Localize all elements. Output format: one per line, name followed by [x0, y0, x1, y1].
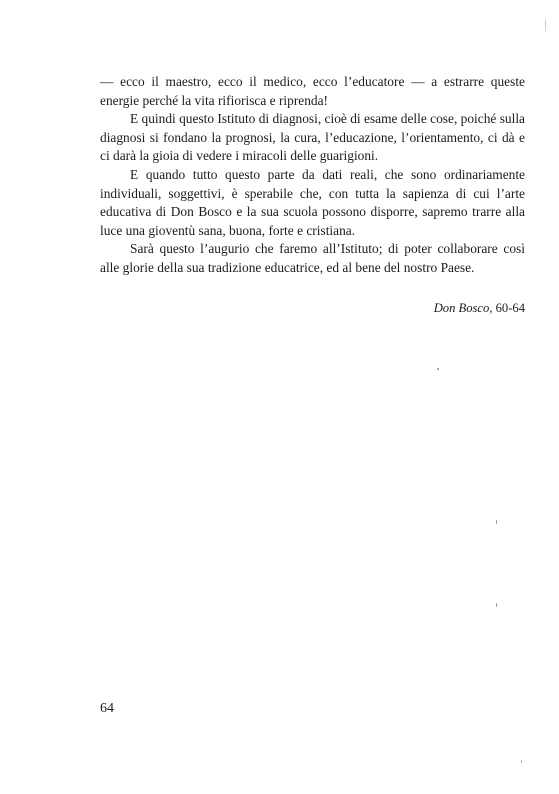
source-pages: , 60-64 — [489, 301, 525, 315]
scan-speck — [437, 368, 439, 370]
paragraph-3: E quando tutto questo parte da dati reali, che sono ordinariamente individuali, soggettivi, è sperabile che, con tutta la sapienza di cui l’arte educativa di Don Bosco e la sua scuola possono disporre, sapremo trarre alla luce una gioventù sana, buona, forte e cristiana. — [100, 166, 525, 238]
scan-speck — [496, 603, 497, 607]
page-number: 64 — [100, 701, 114, 716]
paragraph-2: E quindi questo Istituto di diagnosi, cioè di esame delle cose, poiché sulla diagnosi si fondano la prognosi, la cura, l’educazione, l’orientamento, ci dà e ci darà la gioia di vedere i miracoli delle guarigioni. — [100, 111, 525, 164]
paragraph-4: Sarà questo l’augurio che faremo all’Istituto; di poter collaborare così alle glorie della sua tradizione educatrice, ed al bene del nostro Paese. — [100, 241, 525, 275]
scan-speck — [496, 520, 497, 524]
source-author: Don Bosco — [433, 301, 490, 315]
body-text — [100, 73, 525, 278]
scan-speck — [521, 760, 522, 763]
paragraph-1: — ecco il maestro, ecco il medico, ecco l’educatore — a estrarre queste energie perché la vita rifiorisca e riprenda! — [100, 74, 525, 108]
scan-edge-mark — [545, 18, 546, 32]
source-citation — [100, 300, 525, 316]
